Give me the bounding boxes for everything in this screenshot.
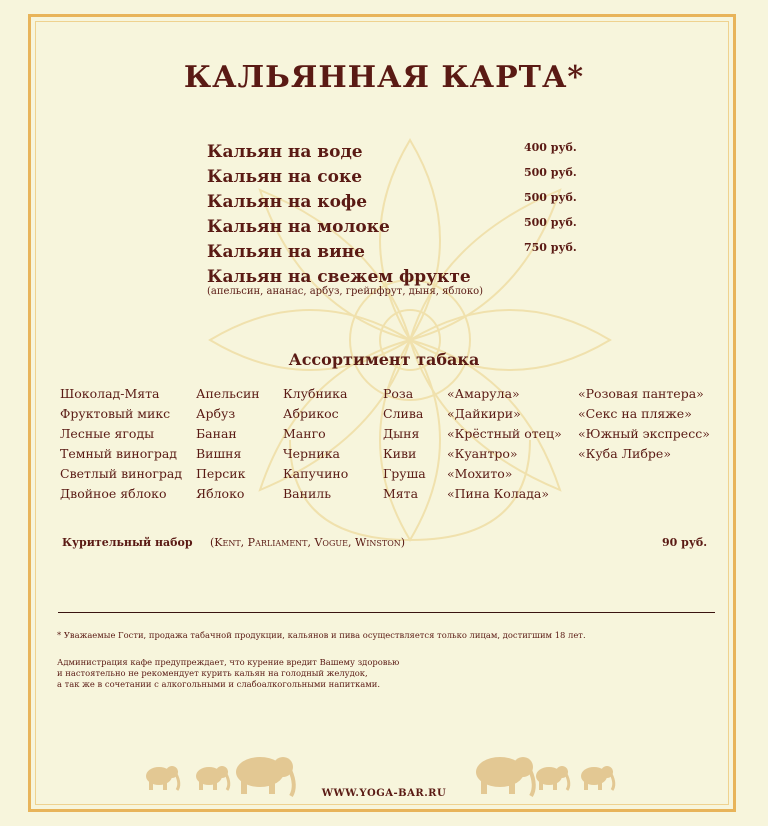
tobacco-item: Дыня xyxy=(383,426,420,441)
smoking-set-price: 90 руб. xyxy=(662,536,708,549)
divider xyxy=(58,612,715,613)
tobacco-item: Киви xyxy=(383,446,417,461)
tobacco-item: Апельсин xyxy=(196,386,260,401)
elephant-border xyxy=(35,748,729,808)
tobacco-item: Капучино xyxy=(283,466,349,481)
tobacco-column xyxy=(383,384,426,504)
tobacco-item: Шоколад-Мята xyxy=(60,386,160,401)
hookah-price: 500 руб. xyxy=(524,166,577,179)
tobacco-item: Двойное яблоко xyxy=(60,486,167,501)
tobacco-item: Лесные ягоды xyxy=(60,426,155,441)
hookah-name: Кальян на вине xyxy=(207,242,365,262)
tobacco-item: «Южный экспресс» xyxy=(578,426,710,441)
hookah-price: 750 руб. xyxy=(524,241,577,254)
tobacco-section-title: Ассортимент табака xyxy=(288,350,480,369)
tobacco-item: Манго xyxy=(283,426,326,441)
tobacco-column xyxy=(60,384,182,504)
tobacco-item: «Амарула» xyxy=(447,386,520,401)
tobacco-item: «Розовая пантера» xyxy=(578,386,704,401)
hookah-name: Кальян на кофе xyxy=(207,192,368,212)
tobacco-item: Фруктовый микс xyxy=(60,406,171,421)
tobacco-item: «Секс на пляже» xyxy=(578,406,692,421)
hookah-name: Кальян на воде xyxy=(207,142,363,162)
tobacco-item: Банан xyxy=(196,426,237,441)
health-warning-line: а так же в сочетании с алкогольными и слабоалкогольными напитками. xyxy=(57,679,380,689)
hookah-item xyxy=(207,242,587,267)
hookah-item xyxy=(207,167,587,192)
hookah-item xyxy=(207,192,587,217)
tobacco-item: «Крёстный отец» xyxy=(447,426,562,441)
hookah-name: Кальян на свежем фрукте xyxy=(207,267,471,287)
tobacco-item: Клубника xyxy=(283,386,348,401)
hookah-price: 500 руб. xyxy=(524,191,577,204)
tobacco-item: «Куантро» xyxy=(447,446,518,461)
health-warning-line: и настоятельно не рекомендует курить кальян на голодный желудок, xyxy=(57,668,368,678)
tobacco-item: Вишня xyxy=(196,446,242,461)
page-title: КАЛЬЯННАЯ КАРТА* xyxy=(183,60,585,95)
tobacco-column xyxy=(283,384,348,504)
tobacco-column xyxy=(578,384,710,464)
tobacco-item: «Мохито» xyxy=(447,466,513,481)
tobacco-item: Арбуз xyxy=(196,406,236,421)
hookah-item xyxy=(207,142,587,167)
health-warning-line: Администрация кафе предупреждает, что курение вредит Вашему здоровью xyxy=(57,657,400,667)
tobacco-item: Светлый виноград xyxy=(60,466,183,481)
smoking-set-label: Курительный набор xyxy=(62,536,193,549)
tobacco-item: «Куба Либре» xyxy=(578,446,671,461)
age-footnote: * Уважаемые Гости, продажа табачной продукции, кальянов и пива осуществляется только лицам, достигшим 18 лет. xyxy=(57,630,586,640)
tobacco-item: Груша xyxy=(383,466,426,481)
tobacco-item: Абрикос xyxy=(283,406,339,421)
tobacco-item: «Пина Колада» xyxy=(447,486,550,501)
smoking-set-row xyxy=(62,536,712,556)
tobacco-column xyxy=(196,384,260,504)
tobacco-item: Ваниль xyxy=(283,486,332,501)
tobacco-item: Яблоко xyxy=(196,486,245,501)
tobacco-item: «Дайкири» xyxy=(447,406,521,421)
hookah-list xyxy=(207,142,587,303)
tobacco-item: Слива xyxy=(383,406,424,421)
tobacco-item: Персик xyxy=(196,466,246,481)
website-link[interactable]: WWW.YOGA-BAR.RU xyxy=(321,788,447,799)
smoking-set-brands: (Kent, Parliament, Vogue, Winston) xyxy=(210,536,406,549)
hookah-price: 400 руб. xyxy=(524,141,577,154)
tobacco-item: Черника xyxy=(283,446,340,461)
tobacco-item: Мята xyxy=(383,486,419,501)
tobacco-item: Роза xyxy=(383,386,414,401)
hookah-price: 500 руб. xyxy=(524,216,577,229)
hookah-name: Кальян на молоке xyxy=(207,217,390,237)
tobacco-column xyxy=(447,384,562,504)
hookah-name: Кальян на соке xyxy=(207,167,363,187)
tobacco-item: Темный виноград xyxy=(60,446,177,461)
hookah-item xyxy=(207,217,587,242)
fruit-note: (апельсин, ананас, арбуз, грейпфрут, дыня, яблоко) xyxy=(207,286,483,297)
